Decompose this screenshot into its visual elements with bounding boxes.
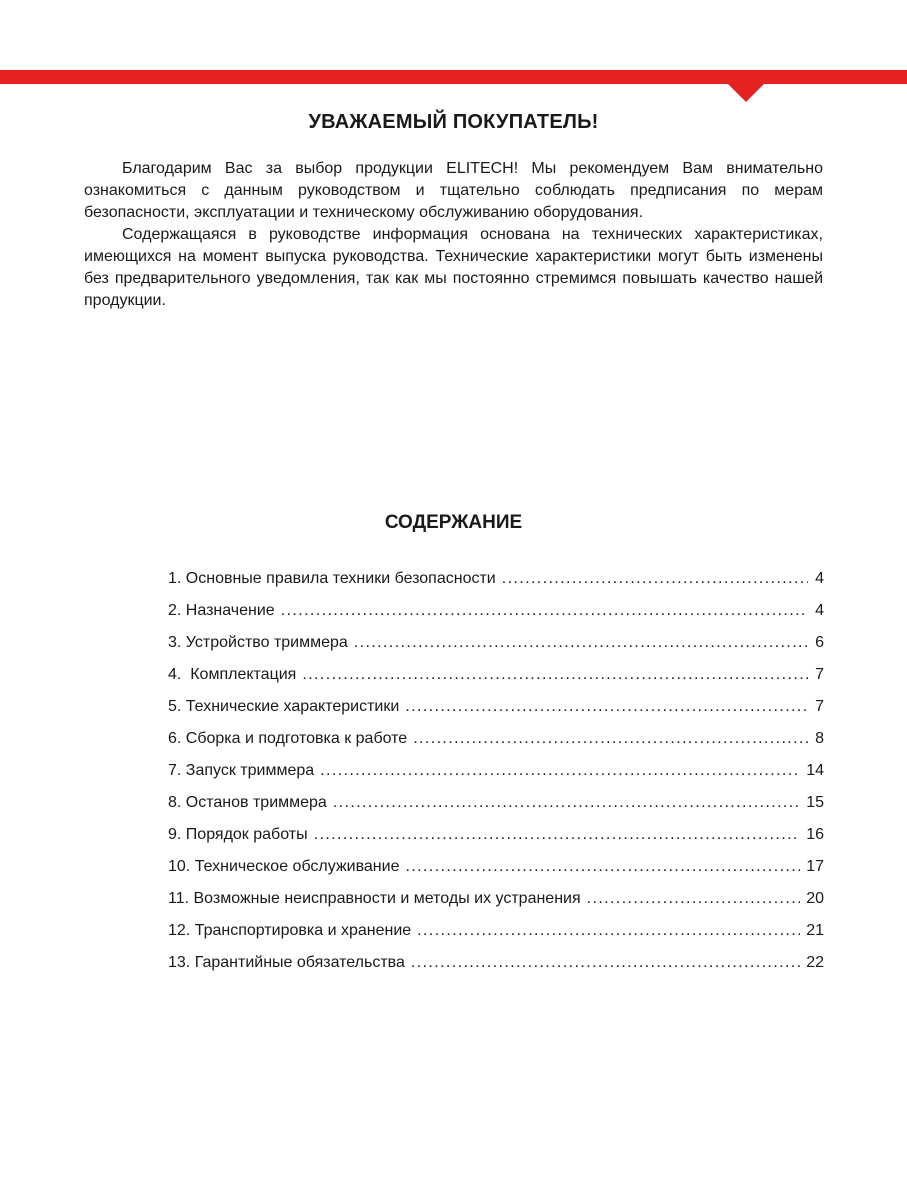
toc-entry[interactable] [168,951,824,983]
toc-entry[interactable] [168,567,824,599]
intro-paragraph-1: Благодарим Вас за выбор продукции ELITECH! Мы рекомендуем Вам внимательно ознакомиться с данным руководством и тщательно соблюдать предписания по мерам безопасности, эксплуатации и техническому обслуживанию оборудования. [84,160,823,221]
toc-entry-label: 3. Устройство триммера [168,634,348,651]
toc-entry-label: 13. Гарантийные обязательства [168,954,405,971]
toc-entry-label: 9. Порядок работы [168,826,308,843]
toc-page-number: 4 [815,602,824,619]
toc-entry[interactable] [168,759,824,791]
toc-page-number: 6 [815,634,824,651]
toc-page-number: 21 [806,922,824,939]
toc-entry[interactable] [168,663,824,695]
toc-entry-label: 1. Основные правила техники безопасности [168,570,496,587]
toc-entry-label: 8. Останов триммера [168,794,327,811]
intro-text [84,158,823,312]
toc-entry-label: 11. Возможные неисправности и методы их устранения [168,890,581,907]
toc-entry-label: 6. Сборка и подготовка к работе [168,730,408,747]
toc-page-number: 20 [806,890,824,907]
toc-page-number: 15 [806,794,824,811]
toc-dot-leader [333,791,800,815]
toc-entry[interactable] [168,887,824,919]
toc-dot-leader [354,631,808,655]
toc-dot-leader [320,759,800,783]
page-title: УВАЖАЕМЫЙ ПОКУПАТЕЛЬ! [308,111,599,133]
toc-dot-leader [502,567,808,591]
red-band-chevron [0,70,907,102]
toc-page-number: 17 [806,858,824,875]
toc-page-number: 14 [806,762,824,779]
toc-entry[interactable] [168,599,824,631]
toc-dot-leader [413,727,808,751]
toc-dot-leader [411,951,800,975]
toc-entry[interactable] [168,791,824,823]
toc-entry-label: 10. Техническое обслуживание [168,858,400,875]
toc-entry[interactable] [168,727,824,759]
intro-paragraph-2: Содержащаяся в руководстве информация основана на технических характеристиках, имеющихся на момент выпуска руководства. Технические характеристики могут быть изменены без предварительного уведомления, так как мы постоянно стремимся повышать качество нашей продукции. [84,226,823,309]
toc-dot-leader [417,919,800,943]
toc-entry[interactable] [168,631,824,663]
toc-dot-leader [405,695,808,719]
top-red-band [0,70,907,106]
toc-entry[interactable] [168,823,824,855]
toc-dot-leader [587,887,801,911]
table-of-contents [168,567,824,983]
toc-dot-leader [281,599,808,623]
toc-entry-label: 12. Транспортировка и хранение [168,922,412,939]
toc-entry[interactable] [168,919,824,951]
toc-page-number: 7 [815,666,824,683]
toc-page-number: 16 [806,826,824,843]
toc-entry-label: 5. Технические характеристики [168,698,400,715]
toc-page-number: 8 [815,730,824,747]
toc-title: СОДЕРЖАНИЕ [384,512,523,533]
toc-page-number: 7 [815,698,824,715]
toc-dot-leader [314,823,801,847]
toc-entry[interactable] [168,855,824,887]
toc-entry-label: 4. Комплектация [168,666,297,683]
toc-dot-leader [405,855,800,879]
toc-entry-label: 7. Запуск триммера [168,762,315,779]
toc-page-number: 22 [806,954,824,971]
toc-entry-label: 2. Назначение [168,602,275,619]
toc-dot-leader [302,663,808,687]
toc-page-number: 4 [815,570,824,587]
toc-entry[interactable] [168,695,824,727]
